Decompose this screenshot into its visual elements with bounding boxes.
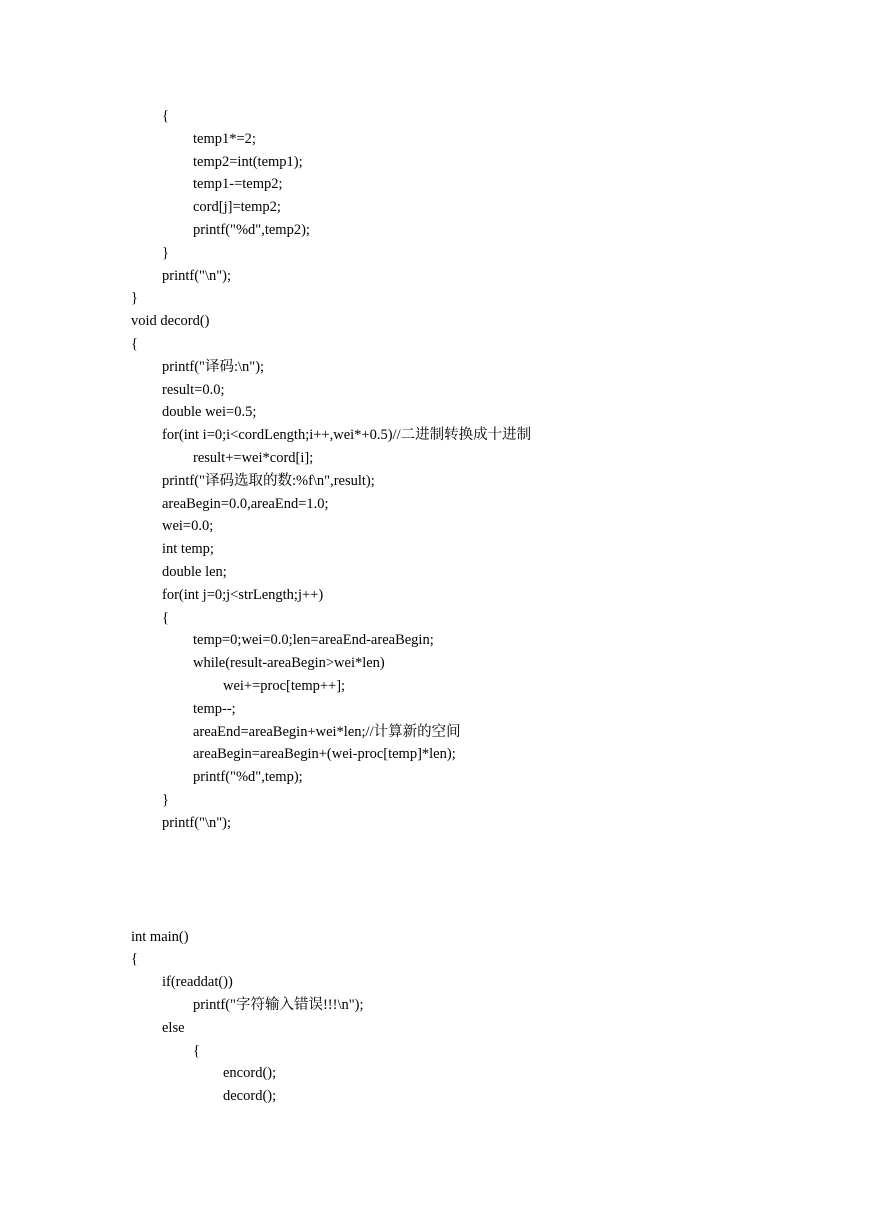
- code-line: {: [193, 1042, 200, 1059]
- code-listing: [131, 105, 531, 1108]
- code-line: temp=0;wei=0.0;len=areaEnd-areaBegin;: [193, 632, 434, 649]
- code-line: temp1*=2;: [193, 130, 256, 147]
- code-line: double wei=0.5;: [162, 404, 257, 421]
- code-line: int temp;: [162, 541, 214, 558]
- code-line: temp1-=temp2;: [193, 176, 283, 193]
- code-line: temp2=int(temp1);: [193, 153, 303, 170]
- code-line: printf("字符输入错误!!!\n");: [193, 997, 364, 1014]
- code-line: areaEnd=areaBegin+wei*len;//计算新的空间: [193, 723, 461, 740]
- code-line: while(result-areaBegin>wei*len): [193, 655, 385, 672]
- code-line: {: [131, 951, 138, 968]
- code-line: printf("\n");: [162, 267, 232, 284]
- code-line: if(readdat()): [162, 974, 233, 991]
- code-line: result+=wei*cord[i];: [193, 449, 314, 466]
- blank-line: [131, 835, 531, 858]
- code-line: printf("译码选取的数:%f\n",result);: [162, 472, 375, 489]
- code-line: temp--;: [193, 700, 236, 717]
- code-line: {: [162, 609, 169, 626]
- code-line: int main(): [131, 928, 189, 945]
- code-line: decord();: [223, 1088, 277, 1105]
- code-line: areaBegin=areaBegin+(wei-proc[temp]*len);: [193, 746, 456, 763]
- code-line: double len;: [162, 563, 227, 580]
- code-line: }: [162, 244, 169, 261]
- code-line: void decord(): [131, 313, 210, 330]
- code-line: for(int i=0;i<cordLength;i++,wei*+0.5)//二进制转换成十进制: [162, 427, 532, 444]
- code-line: cord[j]=temp2;: [193, 199, 281, 216]
- code-line: printf("\n");: [162, 814, 232, 831]
- code-line: for(int j=0;j<strLength;j++): [162, 586, 324, 603]
- blank-line: [131, 880, 531, 903]
- code-line: }: [131, 290, 138, 307]
- code-line: printf("译码:\n");: [162, 358, 265, 375]
- code-line: areaBegin=0.0,areaEnd=1.0;: [162, 495, 329, 512]
- code-line: wei+=proc[temp++];: [223, 677, 346, 694]
- code-line: printf("%d",temp2);: [193, 221, 310, 238]
- code-line: encord();: [223, 1065, 277, 1082]
- blank-line: [131, 857, 531, 880]
- code-line: wei=0.0;: [162, 518, 214, 535]
- blank-line: [131, 903, 531, 926]
- code-line: {: [131, 335, 138, 352]
- code-line: result=0.0;: [162, 381, 225, 398]
- code-line: printf("%d",temp);: [193, 769, 303, 786]
- code-line: }: [162, 791, 169, 808]
- code-line: else: [162, 1019, 185, 1036]
- code-line: {: [162, 108, 169, 124]
